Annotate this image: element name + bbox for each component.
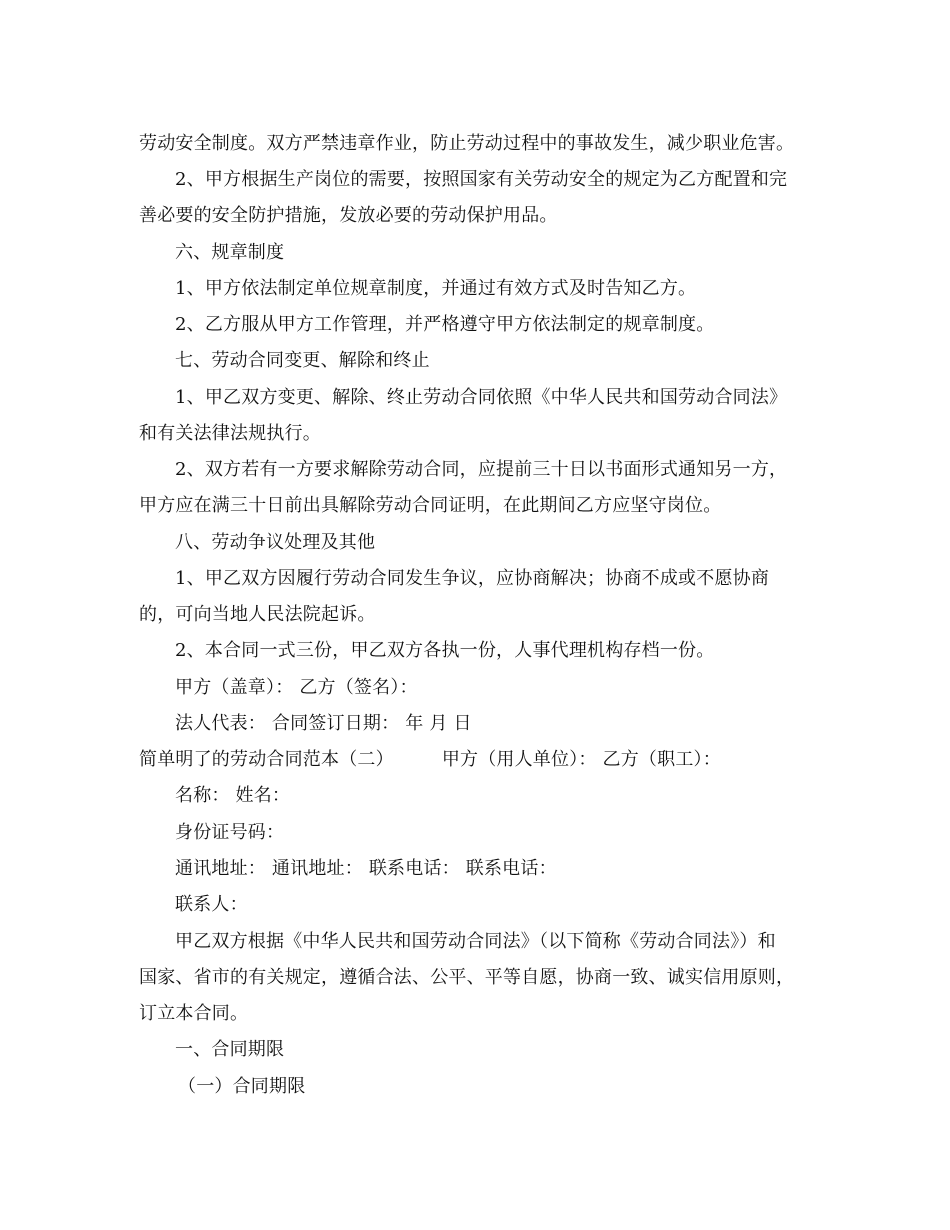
contract-title-line — [139, 747, 819, 773]
form-field-line: 身份证号码： — [175, 822, 285, 843]
paragraph-line: 甲方应在满三十日前出具解除劳动合同证明，在此期间乙方应坚守岗位。 — [139, 495, 722, 516]
paragraph-line: 的，可向当地人民法院起诉。 — [139, 604, 376, 625]
paragraph-line: 2、双方若有一方要求解除劳动合同，应提前三十日以书面形式通知另一方， — [175, 459, 788, 480]
section-heading: 八、劳动争议处理及其他 — [175, 532, 376, 553]
form-field-line: 通讯地址： 通讯地址： 联系电话： 联系电话： — [175, 858, 557, 879]
paragraph-line: 国家、省市的有关规定，遵循合法、公平、平等自愿，协商一致、诚实信用原则， — [139, 967, 795, 988]
party-labels: 甲方（用人单位）： 乙方（职工）： — [441, 749, 721, 770]
signature-date-line: 法人代表： 合同签订日期： 年 月 日 — [175, 713, 472, 734]
paragraph-line: 1、甲方依法制定单位规章制度，并通过有效方式及时告知乙方。 — [175, 278, 697, 299]
paragraph-line: 2、乙方服从甲方工作管理，并严格遵守甲方依法制定的规章制度。 — [175, 314, 715, 335]
section-heading: 一、合同期限 — [175, 1039, 285, 1060]
signature-line: 甲方（盖章）： 乙方（签名）： — [175, 677, 418, 698]
section-heading: 七、劳动合同变更、解除和终止 — [175, 350, 430, 371]
paragraph-line: 订立本合同。 — [139, 1003, 249, 1024]
paragraph-line: 甲乙双方根据《中华人民共和国劳动合同法》（以下简称《劳动合同法》）和 — [175, 931, 776, 952]
section-heading: 六、规章制度 — [175, 242, 285, 263]
contract-title: 简单明了的劳动合同范本（二） — [139, 749, 394, 770]
form-field-line: 联系人： — [175, 894, 248, 915]
paragraph-line: 1、甲乙双方变更、解除、终止劳动合同依照《中华人民共和国劳动合同法》 — [175, 387, 788, 408]
paragraph-line: 2、本合同一式三份，甲乙双方各执一份，人事代理机构存档一份。 — [175, 640, 715, 661]
form-field-line: 名称： 姓名： — [175, 785, 291, 806]
paragraph-line: 劳动安全制度。双方严禁违章作业，防止劳动过程中的事故发生，减少职业危害。 — [139, 133, 795, 154]
paragraph-line: 2、甲方根据生产岗位的需要，按照国家有关劳动安全的规定为乙方配置和完 — [175, 169, 788, 190]
paragraph-line: 1、甲乙双方因履行劳动合同发生争议，应协商解决；协商不成或不愿协商 — [175, 568, 770, 589]
subsection-heading: （一）合同期限 — [178, 1076, 306, 1097]
paragraph-line: 和有关法律法规执行。 — [139, 423, 321, 444]
paragraph-line: 善必要的安全防护措施，发放必要的劳动保护用品。 — [139, 205, 558, 226]
